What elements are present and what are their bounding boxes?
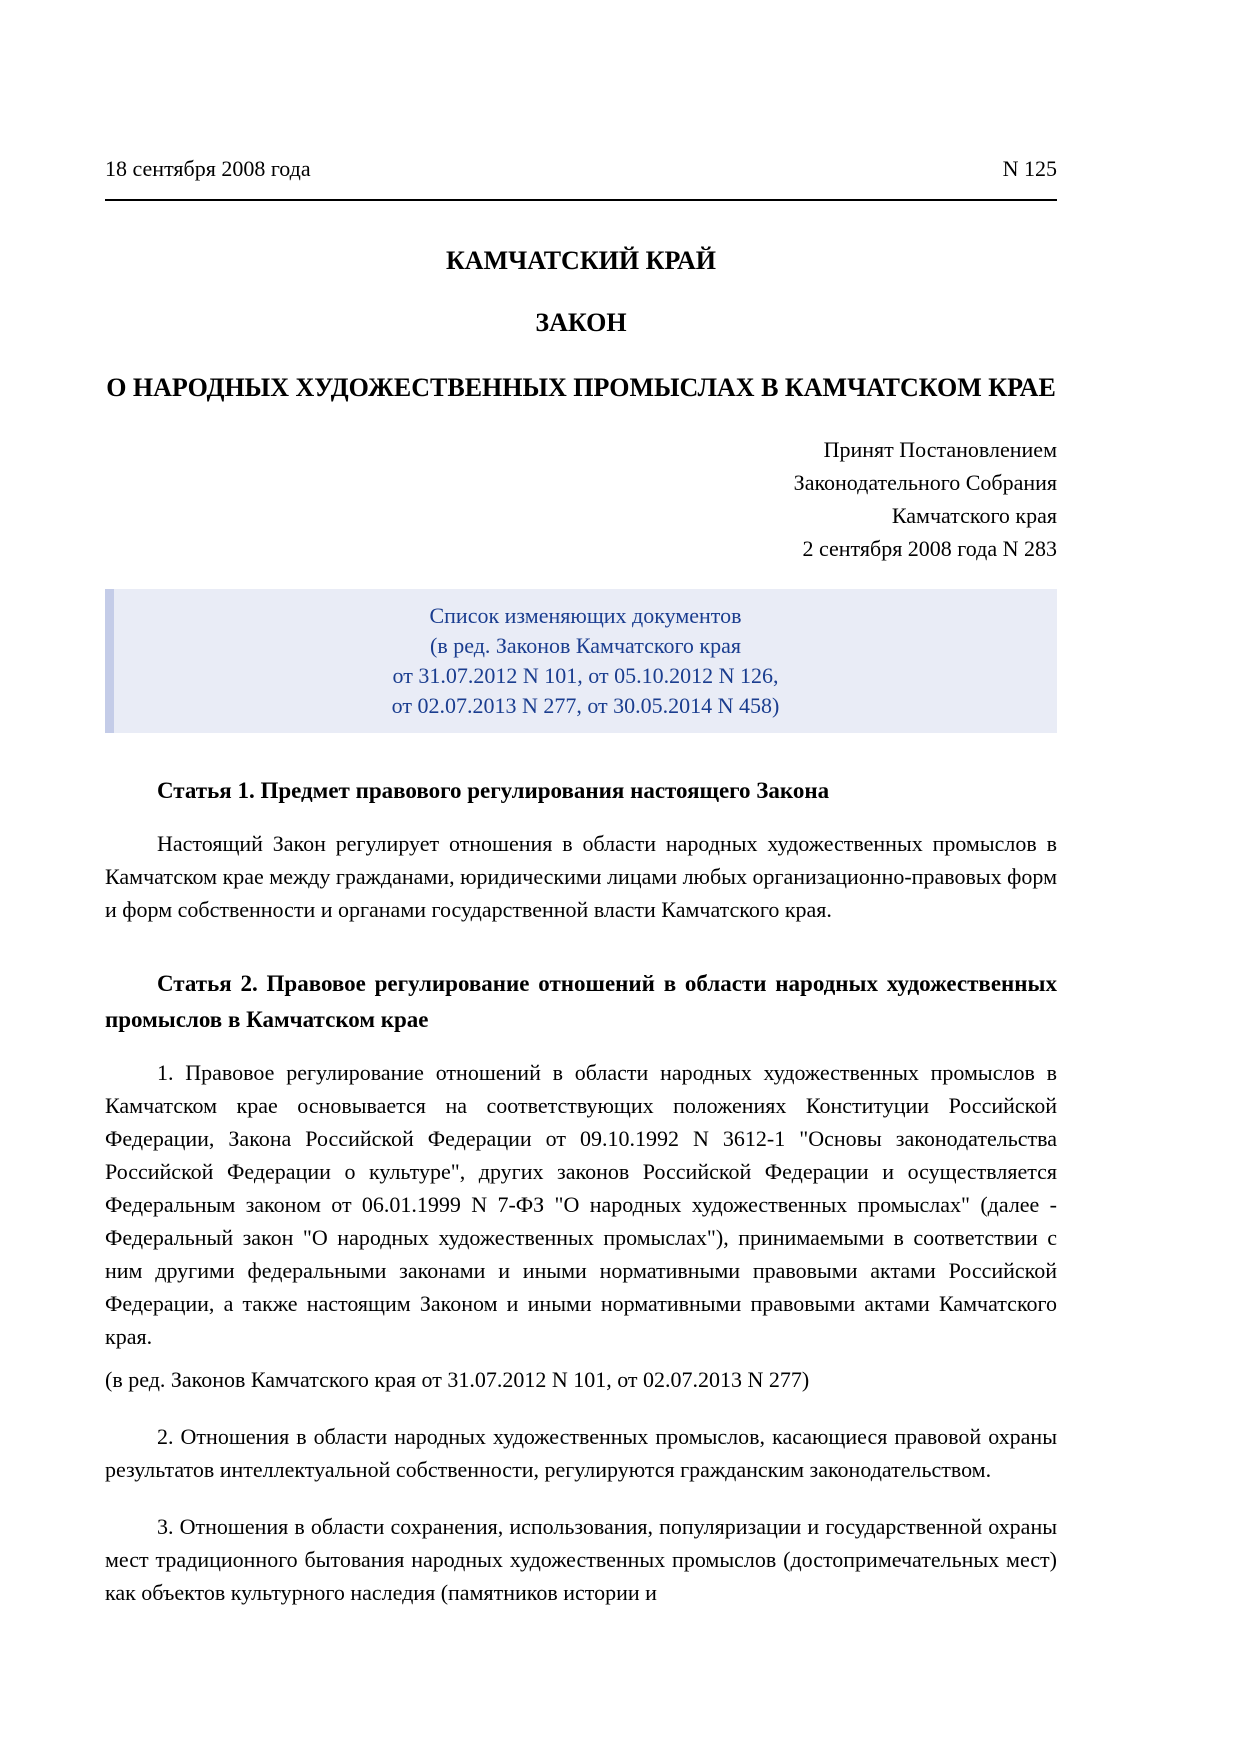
title-doc-type: ЗАКОН	[535, 308, 627, 337]
adoption-line-2: Законодательного Собрания	[793, 470, 1057, 495]
article-2-paragraph-1: 1. Правовое регулирование отношений в области народных художественных промыслов в Камчатском крае основывается на соответствующих положениях Конституции Российской Федерации, Закона Российской Федерации от 09.10.1992 N 3612-1 "Основы законодательства Российской Федерации о культуре", других законов Российской Федерации и осуществляется Федеральным законом от 06.01.1999 N 7-ФЗ "О народных художественных промыслах" (далее - Федеральный закон "О народных художественных промыслах"), принимаемыми в соответствии с ним другими федеральными законами и иными нормативными правовыми актами Российской Федерации, а также настоящим Законом и иными нормативными правовыми актами Камчатского края.	[105, 1060, 1057, 1349]
article-2-paragraph-1-amendment-note: (в ред. Законов Камчатского края от 31.07.2012 N 101, от 02.07.2013 N 277)	[105, 1367, 810, 1392]
header-rule	[105, 199, 1057, 201]
header-document-number: N 125	[1002, 156, 1057, 181]
adoption-line-3: Камчатского края	[891, 503, 1057, 528]
title-subject: О НАРОДНЫХ ХУДОЖЕСТВЕННЫХ ПРОМЫСЛАХ В КАМЧАТСКОМ КРАЕ	[106, 373, 1056, 402]
amendments-line-3: от 31.07.2012 N 101, от 05.10.2012 N 126,	[392, 663, 779, 688]
article-1-paragraph-1: Настоящий Закон регулирует отношения в области народных художественных промыслов в Камчатском крае между гражданами, юридическими лицами любых организационно-правовых форм и форм собственности и органами государственной власти Камчатского края.	[105, 831, 1057, 922]
page-header	[105, 152, 1057, 185]
adoption-line-4: 2 сентября 2008 года N 283	[802, 536, 1057, 561]
amendments-line-2: (в ред. Законов Камчатского края	[430, 633, 741, 658]
adoption-block	[105, 433, 1057, 565]
title-region: КАМЧАТСКИЙ КРАЙ	[445, 246, 717, 275]
article-2-paragraph-2: 2. Отношения в области народных художественных промыслов, касающиеся правовой охраны результатов интеллектуальной собственности, регулируются гражданским законодательством.	[105, 1424, 1057, 1482]
adoption-line-1: Принят Постановлением	[823, 437, 1057, 462]
article-1-heading: Статья 1. Предмет правового регулирования настоящего Закона	[157, 778, 830, 803]
amendments-line-4: от 02.07.2013 N 277, от 30.05.2014 N 458)	[391, 693, 780, 718]
article-2-heading: Статья 2. Правовое регулирование отношений в области народных художественных промыслов в Камчатском крае	[105, 971, 1057, 1032]
header-date: 18 сентября 2008 года	[105, 156, 311, 181]
amendments-title: Список изменяющих документов	[429, 603, 742, 628]
amendments-box	[105, 589, 1057, 733]
article-2-paragraph-3: 3. Отношения в области сохранения, использования, популяризации и государственной охраны мест традиционного бытования народных художественных промыслов (достопримечательных мест) как объектов культурного наследия (памятников истории и	[105, 1514, 1057, 1605]
